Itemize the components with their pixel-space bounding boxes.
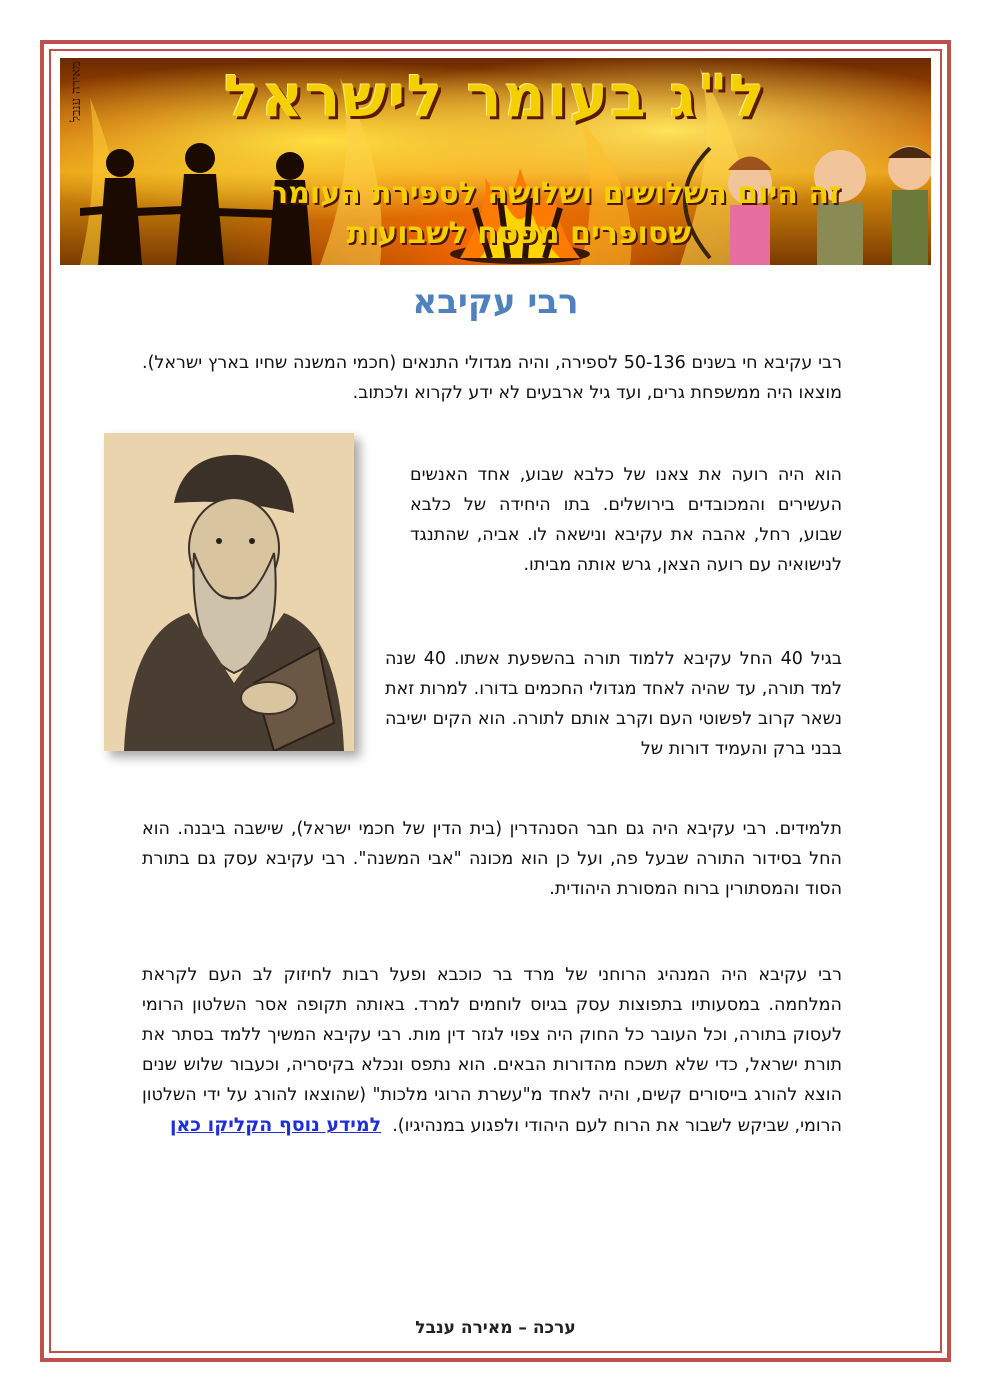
banner-title: ל"ג בעומר לישראל (224, 62, 767, 130)
paragraph-intro: רבי עקיבא חי בשנים 50-136 לספירה, והיה מגדולי התנאים (חכמי המשנה שחיו בארץ ישראל). מוצאו היה ממשפחת גרים, ועד גיל ארבעים לא ידע לקרוא ולכתוב. (142, 353, 843, 403)
rabbi-akiva-portrait (104, 433, 354, 751)
header-banner (60, 58, 931, 265)
banner-subtitle-line-1: זה היום השלושים ושלושה לספירת העומר (270, 176, 841, 211)
banner-subtitle-line-2: שסופרים מפסח לשבועות (346, 216, 691, 251)
paragraph-shepherd: הוא היה רועה את צאנו של כלבא שבוע, אחד האנשים העשירים והמכובדים בירושלים. בתו היחידה של כלבא שבוע, רחל, אהבה את עקיבא ונישאה לו. אביה, שהתנגד לנישואיה עם רועה הצאן, גרש אותה מביתו. (410, 465, 842, 575)
banner-signature: מאירה ענבל (69, 61, 84, 122)
more-info-link[interactable]: למידע נוסף הקליקו כאן (169, 1114, 382, 1136)
editor-credit: ערכה – מאירה ענבל (415, 1318, 576, 1338)
paragraph-torah-study-part-2: תלמידים. רבי עקיבא היה גם חבר הסנהדרין (בית הדין של חכמי ישראל), שישבה ביבנה. הוא החל בסידור התורה שבעל פה, ועל כן הוא מכונה "אבי המשנה". רבי עקיבא עסק גם בתורת הסוד והמסתורין ברוח המסורת היהודית. (142, 819, 842, 899)
page-title: רבי עקיבא (412, 282, 579, 322)
paragraph-bar-kokhba-text: רבי עקיבא היה המנהיג הרוחני של מרד בר כוכבא ופעל רבות לחיזוק לב העם לקראת המלחמה. במסעותיו בתפוצות עסק בגיוס לוחמים למרד. באותה תקופה אסר השלטון הרומי לעסוק בתורה, וכל העובר כל החוק היה צפוי לגזר דין מות. רבי עקיבא המשיך ללמד בסתר את תורת ישראל, כדי שלא תשכח מהדורות הבאים. הוא נתפס ונכלא בקיסריה, וכעבור שלוש שנים הוצא להורג בייסורים קשים, והיה לאחד מ"עשרת הרוגי מלכות" (שהוצאו להורג על ידי השלטון הרומי, שביקש לשבור את הרוח לעם היהודי ולפגוע במנהיגיו). (142, 965, 842, 1136)
paragraph-torah-study-part-1: בגיל 40 החל עקיבא ללמוד תורה בהשפעת אשתו. 40 שנה למד תורה, עד שהיה לאחד מגדולי החכמים בדורו. למרות זאת נשאר קרוב לפשוטי העם וקרב אותם לתורה. הוא הקים ישיבה בבני ברק והעמיד דורות של (385, 649, 842, 759)
paragraph-bar-kokhba (142, 960, 842, 1141)
